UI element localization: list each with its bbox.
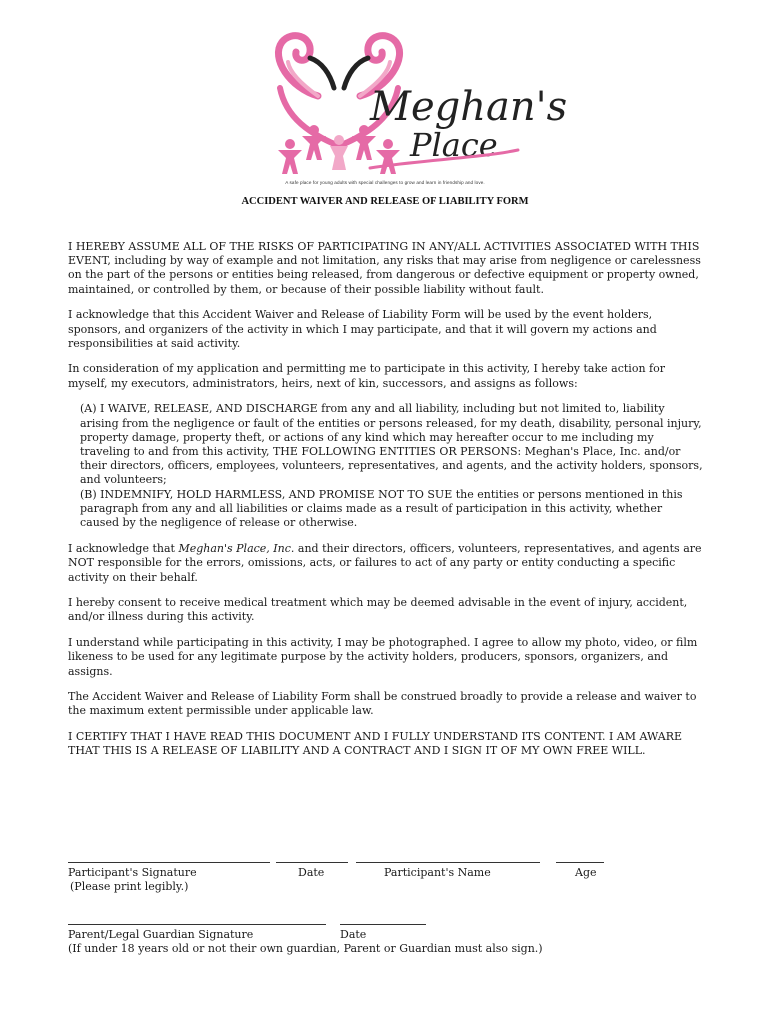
meghans-place-logo (250, 28, 568, 190)
clause-b: (B) INDEMNIFY, HOLD HARMLESS, AND PROMISE NOT TO SUE the entities or persons mentioned in this paragraph from any and all liabilities or claims made as a result of participation in this activity, whether caused by the negligence of release or otherwise. (80, 487, 683, 529)
paragraph-consideration: In consideration of my application and permitting me to participate in this activity, I hereby take action for myself, my executors, administrators, heirs, next of kin, successors, and assigns as follows: (68, 362, 665, 390)
paragraph-construal: The Accident Waiver and Release of Liability Form shall be construed broadly to provide a release and waiver to the maximum extent permissible under applicable law. (68, 690, 697, 718)
participant-signature-label: Participant's Signature (68, 866, 197, 879)
flamingo-left-icon (278, 36, 318, 96)
form-body (68, 240, 704, 770)
paragraph-not-responsible (68, 542, 704, 585)
organization-name: Meghan's Place, Inc. (178, 542, 295, 556)
paragraph-certification: I CERTIFY THAT I HAVE READ THIS DOCUMENT AND I FULLY UNDERSTAND ITS CONTENT. I AM AWARE THAT THIS IS A RELEASE OF LIABILITY AND A CONTRACT AND I SIGN IT OF MY OWN FREE WILL. (68, 730, 683, 758)
guardian-date-label: Date (340, 928, 367, 941)
paragraph-medical-consent: I hereby consent to receive medical treatment which may be deemed advisable in the event of injury, accident, and/or illness during this activity. (68, 596, 688, 624)
paragraph-acknowledgement: I acknowledge that this Accident Waiver and Release of Liability Form will be used by the event holders, sponsors, and organizers of the activity in which I may participate, and that it will govern my actions and responsibilities at said activity. (68, 308, 657, 350)
p4-pre: I acknowledge that (68, 542, 179, 556)
participant-signature-line[interactable] (68, 862, 270, 863)
guardian-signature-line[interactable] (68, 924, 326, 925)
guardian-note: (If under 18 years old or not their own guardian, Parent or Guardian must also sign.) (68, 942, 543, 955)
age-line[interactable] (556, 862, 604, 863)
p4-post: and their directors, officers, volunteers, representatives, and agents are NOT responsible for the errors, omissions, acts, or failures to act of any party or entity conducting a specific activity on their behalf. (68, 542, 702, 584)
form-title: ACCIDENT WAIVER AND RELEASE OF LIABILITY FORM (241, 196, 529, 207)
date-line[interactable] (276, 862, 348, 863)
tagline: A safe place for young adults with special challenges to grow and learn in friendship and love. (285, 180, 485, 185)
clause-a: (A) I WAIVE, RELEASE, AND DISCHARGE from any and all liability, including but not limited to, liability arising from the negligence or fault of the entities or persons released, for my death, disability, personal injury, property damage, property theft, or actions of any kind which may hereafter occur to me including my traveling to and from this activity, THE FOLLOWING ENTITIES OR PERSONS: Meghan's Place, Inc. and/or their directors, officers, employees, volunteers, representatives, and agents, and the activity holders, sponsors, and volunteers; (80, 402, 703, 487)
guardian-date-line[interactable] (340, 924, 426, 925)
brand-name-line2: Place (410, 126, 498, 164)
paragraph-risk-assumption: I HEREBY ASSUME ALL OF THE RISKS OF PARTICIPATING IN ANY/ALL ACTIVITIES ASSOCIATED WITH THIS EVENT, including by way of example and not limitation, any risks that may arise from negligence or carelessness on the part of the persons or entities being released, from dangerous or defective equipment or property owned, maintained, or controlled by them, or because of their possible liability without fault. (68, 240, 701, 296)
age-label: Age (575, 866, 597, 879)
paragraph-photo-consent: I understand while participating in this activity, I may be photographed. I agree to allow my photo, video, or film likeness to be used for any legitimate purpose by the activity holders, producers, sponsors, organizers, and assigns. (68, 636, 698, 678)
participant-name-label: Participant's Name (384, 866, 491, 879)
guardian-signature-label: Parent/Legal Guardian Signature (68, 928, 254, 941)
brand-name-line1: Meghan's (370, 84, 568, 130)
print-note: (Please print legibly.) (70, 880, 189, 893)
date-label: Date (298, 866, 325, 879)
participant-name-line[interactable] (356, 862, 540, 863)
